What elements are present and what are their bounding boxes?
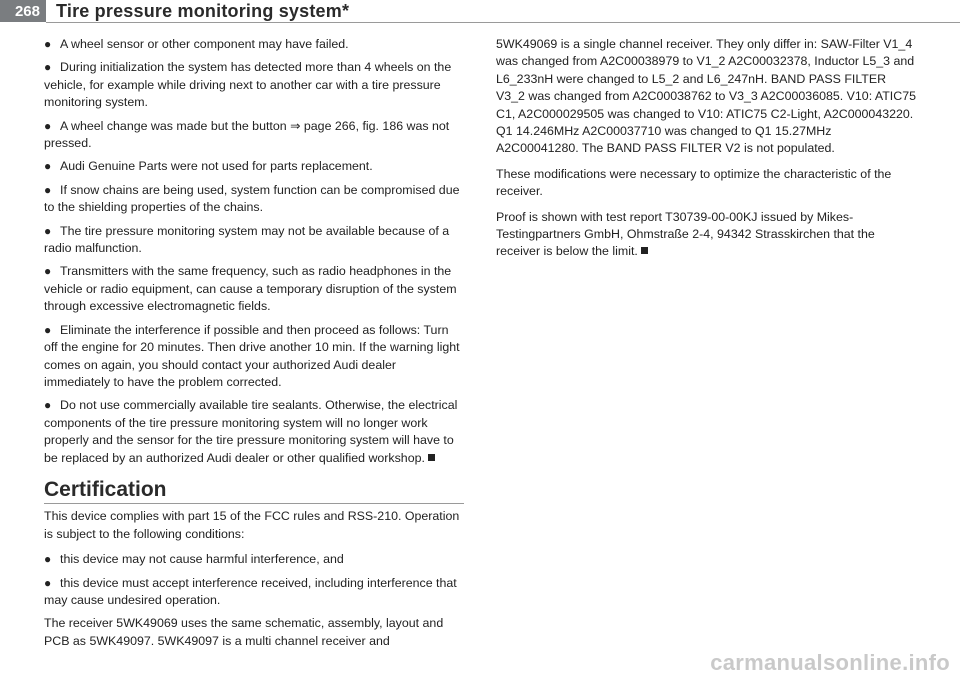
- receiver-differences-paragraph: 5WK49069 is a single channel receiver. They only differ in: SAW-Filter V1_4 was changed from A2C00038979 to V1_2 A2C00032378, Inductor L5_3 and L6_233nH were changed to L5_2 and L6_247nH. BAND PASS FILTER V3_2 was changed from A2C00038762 to V3_3 A2C00036085. V10: ATIC75 C1, A2C000029505 was changed to V10: ATIC75 C2-Light, A2C000043220. Q1 14.246MHz A2C00037710 was changed to Q1 15.27MHz A2C00041280. The BAND PASS FILTER V2 is not populated.: [496, 37, 916, 156]
- receiver-paragraph: The receiver 5WK49069 uses the same schematic, assembly, layout and PCB as 5WK49097. 5WK49097 is a multi channel receiver and: [44, 616, 444, 648]
- bullet-item: [44, 223, 464, 258]
- page-number: 268: [14, 2, 40, 20]
- bullet-list-conditions: [44, 551, 464, 609]
- proof-paragraph: [496, 209, 916, 261]
- end-of-section-icon: [641, 247, 648, 254]
- bullet-item: [44, 158, 464, 175]
- modifications-paragraph: These modifications were necessary to optimize the characteristic of the receiver.: [496, 166, 892, 199]
- bullet-icon: ●: [44, 575, 52, 590]
- right-column: [496, 36, 916, 269]
- bullet-item: [44, 322, 464, 392]
- bullet-text: this device may not cause harmful interference, and: [60, 552, 344, 567]
- bullet-item: [44, 397, 464, 467]
- bullet-text: Transmitters with the same frequency, such as radio headphones in the vehicle or radio equipment, can cause a temporary disruption of the system through excessive electromagnetic fields.: [44, 264, 457, 314]
- bullet-icon: ●: [44, 37, 52, 51]
- end-of-section-icon: [428, 454, 435, 461]
- bullet-item: [44, 551, 464, 568]
- bullet-item: [44, 36, 464, 53]
- bullet-text: Do not use commercially available tire sealants. Otherwise, the electrical components of the tire pressure monitoring system will no longer work properly and the sensor for the tire pressure monitoring system will have to be replaced by an authorized Audi dealer or other qualified workshop.: [44, 398, 458, 465]
- bullet-icon: ●: [44, 264, 52, 279]
- bullet-item: [44, 59, 464, 111]
- bullet-icon: ●: [44, 322, 52, 337]
- page-title: Tire pressure monitoring system*: [56, 1, 350, 21]
- section-heading-certification: Certification: [44, 481, 464, 504]
- bullet-text: Audi Genuine Parts were not used for parts replacement.: [60, 159, 373, 174]
- page-number-badge: [0, 0, 46, 22]
- bullet-icon: ●: [44, 60, 52, 75]
- certification-intro: This device complies with part 15 of the FCC rules and RSS-210. Operation is subject to the following conditions:: [44, 509, 460, 541]
- bullet-text: this device must accept interference received, including interference that may cause undesired operation.: [44, 575, 457, 607]
- bullet-icon: ●: [44, 552, 52, 567]
- bullet-icon: ●: [44, 182, 52, 197]
- bullet-item: [44, 575, 464, 610]
- bullet-text: A wheel change was made but the button ⇒ page 266, fig. 186 was not pressed.: [44, 118, 450, 151]
- bullet-text: The tire pressure monitoring system may not be available because of a radio malfunction.: [44, 223, 450, 256]
- bullet-icon: ●: [44, 223, 52, 238]
- bullet-text: Eliminate the interference if possible and then proceed as follows: Turn off the engine for 20 minutes. Then drive another 10 min. If the warning light comes on again, you should contact your authorized Audi dealer immediately to have the problem corrected.: [44, 322, 460, 389]
- bullet-item: [44, 118, 464, 153]
- header-divider: [46, 22, 960, 23]
- bullet-item: [44, 182, 464, 217]
- bullet-text: During initialization the system has detected more than 4 wheels on the vehicle, for example while driving next to another car with a tire pressure monitoring system.: [44, 60, 452, 110]
- bullet-item: [44, 263, 464, 315]
- bullet-icon: ●: [44, 159, 52, 174]
- bullet-text: If snow chains are being used, system function can be compromised due to the shielding properties of the chains.: [44, 182, 460, 215]
- footer-watermark: carmanualsonline.info: [710, 650, 950, 675]
- bullet-text: A wheel sensor or other component may have failed.: [60, 37, 349, 51]
- left-column: [44, 36, 464, 658]
- proof-text: Proof is shown with test report T30739-00-00KJ issued by Mikes-Testingpartners GmbH, Ohmstraße 2-4, 94342 Strasskirchen that the receiver is below the limit.: [496, 209, 875, 259]
- bullet-list-causes: [44, 36, 464, 467]
- bullet-icon: ●: [44, 398, 52, 413]
- bullet-icon: ●: [44, 118, 52, 133]
